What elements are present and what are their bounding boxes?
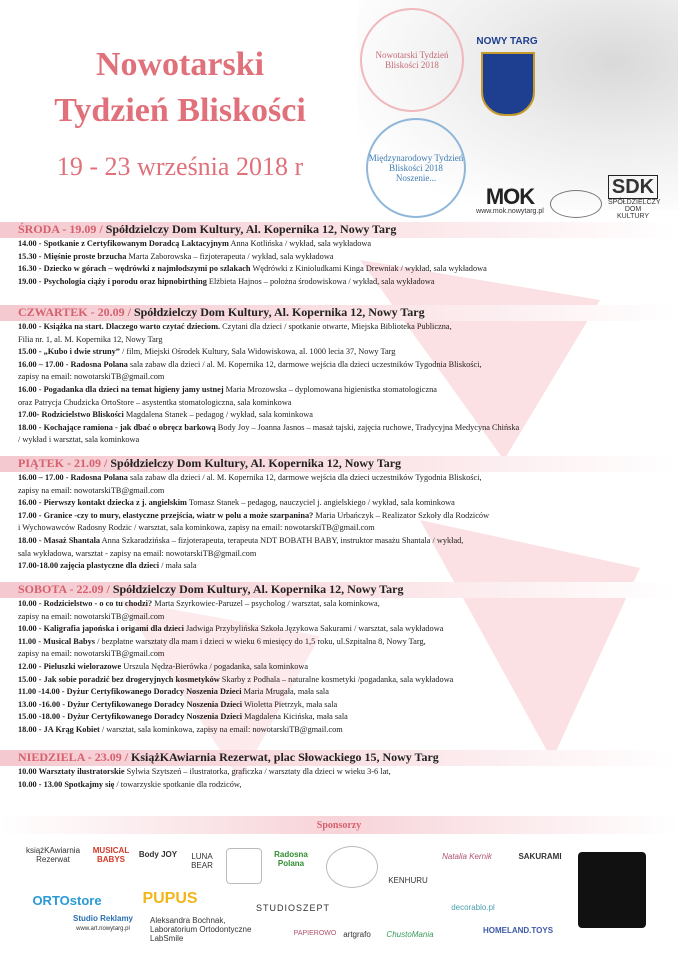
event-line: sala wykładowa, warsztat - zapisy na email: nowotarskiTB@gmail.com (18, 548, 257, 558)
sponsor-logo (326, 846, 378, 888)
festival-logo: Nowotarski Tydzień Bliskości 2018 (360, 8, 464, 112)
event-line: 17.00-18.00 zajęcia plastyczne dla dzieci / mała sala (18, 561, 197, 571)
sponsor-logo: książKAwiarnia Rezerwat (25, 846, 81, 864)
event-line: 19.00 - Psychologia ciąży i porodu oraz hipnobirthing Elżbieta Hajnos – położna środowiskowa / wykład, sala wykładowa (18, 276, 435, 286)
event-line: i Wychowawców Radosny Rodzic / warsztat, sala kominkowa, zapisy na email: nowotarskiTB@gmail.com (18, 523, 375, 533)
day-section-saturday (18, 581, 668, 737)
day-section-wednesday (18, 221, 668, 288)
sponsor-logo: Body JOY (138, 850, 178, 859)
event-line: zapisy na email: nowotarskiTB@gmail.com (18, 611, 165, 621)
event-line: 16.00 - Pierwszy kontakt dziecka z j. angielskim Tomasz Stanek – pedagog, nauczyciel j. angielskiego / wykład, sala kominkowa (18, 498, 455, 508)
mok-logo: MOK www.mok.nowytarg.pl (476, 184, 544, 215)
event-dates: 19 - 23 września 2018 r (56, 152, 304, 181)
nowy-targ-crest-icon (481, 52, 535, 116)
event-line: 11.00 -14.00 - Dyżur Certyfikowanego Doradcy Noszenia Dzieci Maria Mrugała, mała sala (18, 687, 329, 697)
sponsor-logo: LUNA BEAR (191, 852, 213, 870)
event-line: 17.00- Rodzicielstwo Bliskości Magdalena Stanek – pedagog / wykład, sala kominkowa (18, 410, 313, 420)
day-heading: PIĄTEK - 21.09 / Spółdzielczy Dom Kultury, Al. Kopernika 12, Nowy Targ (18, 456, 402, 470)
sponsor-logo: decorablo.pl (451, 903, 495, 912)
sponsor-logo: Radosna Polana (274, 850, 308, 868)
event-line: 10.00 Warsztaty ilustratorskie Sylwia Szytszeń – ilustratorka, graficzka / warsztaty dla dzieci w wieku 3-6 lat, (18, 767, 391, 776)
event-line: 14.00 - Spotkanie z Certyfikowanym Doradcą Laktacyjnym Anna Kotlińska / wykład, sala wykładowa (18, 239, 372, 248)
sponsor-text: Aleksandra Bochnak, Laboratorium Ortodontyczne LabSmile (150, 916, 252, 943)
event-line: 18.00 - Masaż Shantala Anna Szkaradzińska – fizjoterapeuta, terapeuta NDT BOBATH BABY, instruktor masażu Shantala / wykład, (18, 535, 464, 545)
sponsor-logo: Studio Reklamy (72, 914, 133, 923)
sponsor-logo: PAPIEROWO (293, 930, 337, 937)
event-line: oraz Patrycja Chudzicka OrtoStore – asystentka stomatologiczna, sala kominkowa (18, 397, 292, 407)
day-section-thursday (18, 304, 668, 447)
sponsors-title: Sponsorzy (316, 820, 362, 831)
international-week-logo: Międzynarodowy Tydzień Bliskości 2018 Noszenie... (366, 118, 466, 218)
sponsor-logo: artgrafo (343, 930, 371, 939)
sponsor-logo: SAKURAMI (518, 852, 562, 861)
event-line: 16.30 - Dziecko w górach – wędrówki z najmłodszymi po szlakach Wędrówki z Kinioludkami Kinga Drewniak / wykład, sala wykładowa (18, 264, 487, 274)
day-heading: SOBOTA - 22.09 / Spółdzielczy Dom Kultury, Al. Kopernika 12, Nowy Targ (18, 582, 404, 596)
event-line: zapisy na email: nowotarskiTB@gmail.com (18, 649, 165, 659)
sponsor-logo: PUPUS (142, 890, 198, 907)
day-heading: CZWARTEK - 20.09 / Spółdzielczy Dom Kultury, Al. Kopernika 12, Nowy Targ (18, 305, 425, 319)
partner-logo (550, 190, 602, 218)
sponsor-logo: KENHURU (388, 876, 428, 885)
sponsor-logo (226, 848, 262, 884)
event-line: 10.00 - 13.00 Spotkajmy się / towarzyskie spotkanie dla rodziców, (18, 779, 242, 789)
day-heading: NIEDZIELA - 23.09 / KsiążKAwiarnia Rezerwat, plac Słowackiego 15, Nowy Targ (18, 750, 439, 764)
event-line: 10.00 - Rodzicielstwo - o co tu chodzi? Marta Szyrkowiec-Paruzel – psycholog / warsztat, sala kominkowa, (18, 599, 380, 608)
event-line: Filia nr. 1, al. M. Kopernika 12, Nowy Targ (18, 334, 163, 344)
sponsor-logo: ChustoMania (386, 930, 434, 939)
sponsor-logo (578, 852, 646, 928)
event-line: 13.00 -16.00 - Dyżur Certyfikowanego Doradcy Noszenia Dzieci Wioletta Pietrzyk, mała sala (18, 699, 338, 709)
event-line: 17.00 - Granice -czy to mury, elastyczne przejścia, wiatr w polu a może szarpanina? Maria Urbańczyk – Realizator Szkoły dla Rodziców (18, 510, 490, 520)
event-line: 18.00 - Kochające ramiona - jak dbać o obręcz barkową Body Joy – Joanna Jasnos – masaż tajski, zajęcia ruchowe, Tradycyjna Medycyna Chińska (18, 422, 520, 432)
sponsor-logo: STUDIOSZEPT (255, 903, 330, 913)
event-line: 18.00 - JA Krąg Kobiet / warsztat, sala kominkowa, zapisy na email: nowotarskiTB@gmail.com (18, 724, 343, 734)
event-line: 11.00 - Musical Babys / bezpłatne warsztaty dla mam i dzieci w wieku 6 miesięcy do 1,5 roku, ul.Szpitalna 8, Nowy Targ, (18, 636, 426, 646)
sponsor-logo: ORTOstore (32, 893, 102, 908)
sponsor-logo: HOMELAND.TOYS (482, 926, 554, 935)
event-line: 10.00 - Książka na start. Dlaczego warto czytać dzieciom. Czytani dla dzieci / spotkanie otwarte, Miejska Biblioteka Publiczna, (18, 322, 452, 331)
event-line: 16.00 - Pogadanka dla dzieci na temat higieny jamy ustnej Maria Mrozowska – dyplomowana higienistka stomatologiczna (18, 384, 437, 394)
event-line: 15.00 - „Kubo i dwie struny” / film, Miejski Ośrodek Kultury, Sala Widowiskowa, al. 1000 lecia 37, Nowy Targ (18, 347, 396, 357)
event-line: 16.00 – 17.00 - Radosna Polana sala zabaw dla dzieci / al. M. Kopernika 12, darmowe wejścia dla dzieci uczestników Tygodnia Bliskości, (18, 359, 482, 369)
crest-label: NOWY TARG (476, 36, 538, 47)
day-heading: ŚRODA - 19.09 / Spółdzielczy Dom Kultury, Al. Kopernika 12, Nowy Targ (18, 222, 397, 236)
sponsor-logo: Natalia Kernik (442, 852, 492, 861)
event-line: 15.00 - Jak sobie poradzić bez drogeryjnych kosmetyków Skarby z Podhala – naturalne kosmetyki /pogadanka, sala wykładowa (18, 674, 454, 684)
day-section-friday (18, 455, 668, 573)
event-line: / wykład i warsztat, sala kominkowa (18, 435, 140, 445)
sponsor-url: www.art.nowytarg.pl (76, 926, 130, 932)
day-section-sunday (18, 749, 668, 791)
event-line: 15.30 - Mięśnie proste brzucha Marta Zaborowska – fizjoterapeuta / wykład, sala wykładowa (18, 251, 334, 261)
sdk-logo: SDK SPÓŁDZIELCZY DOM KULTURY (608, 176, 661, 220)
event-line: zapisy na email: nowotarskiTB@gmail.com (18, 485, 165, 495)
event-line: zapisy na email: nowotarskiTB@gmail.com (18, 372, 165, 382)
page-title: Nowotarski Tydzień Bliskości (54, 46, 306, 129)
event-line: 12.00 - Pieluszki wielorazowe Urszula Nędza-Bierówka / pogadanka, sala kominkowa (18, 661, 309, 671)
event-line: 15.00 -18.00 - Dyżur Certyfikowanego Doradcy Noszenia Dzieci Magdalena Kicińska, mała sala (18, 712, 348, 722)
event-line: 16.00 – 17.00 - Radosna Polana sala zabaw dla dzieci / al. M. Kopernika 12, darmowe wejścia dla dzieci uczestników Tygodnia Bliskości, (18, 473, 482, 482)
sponsor-logo: MUSICAL BABYS (92, 846, 130, 864)
event-line: 10.00 - Kaligrafia japońska i origami dla dzieci Jadwiga Przybylińska Szkoła Językowa Sakurami / warsztat, sala wykładowa (18, 624, 444, 634)
